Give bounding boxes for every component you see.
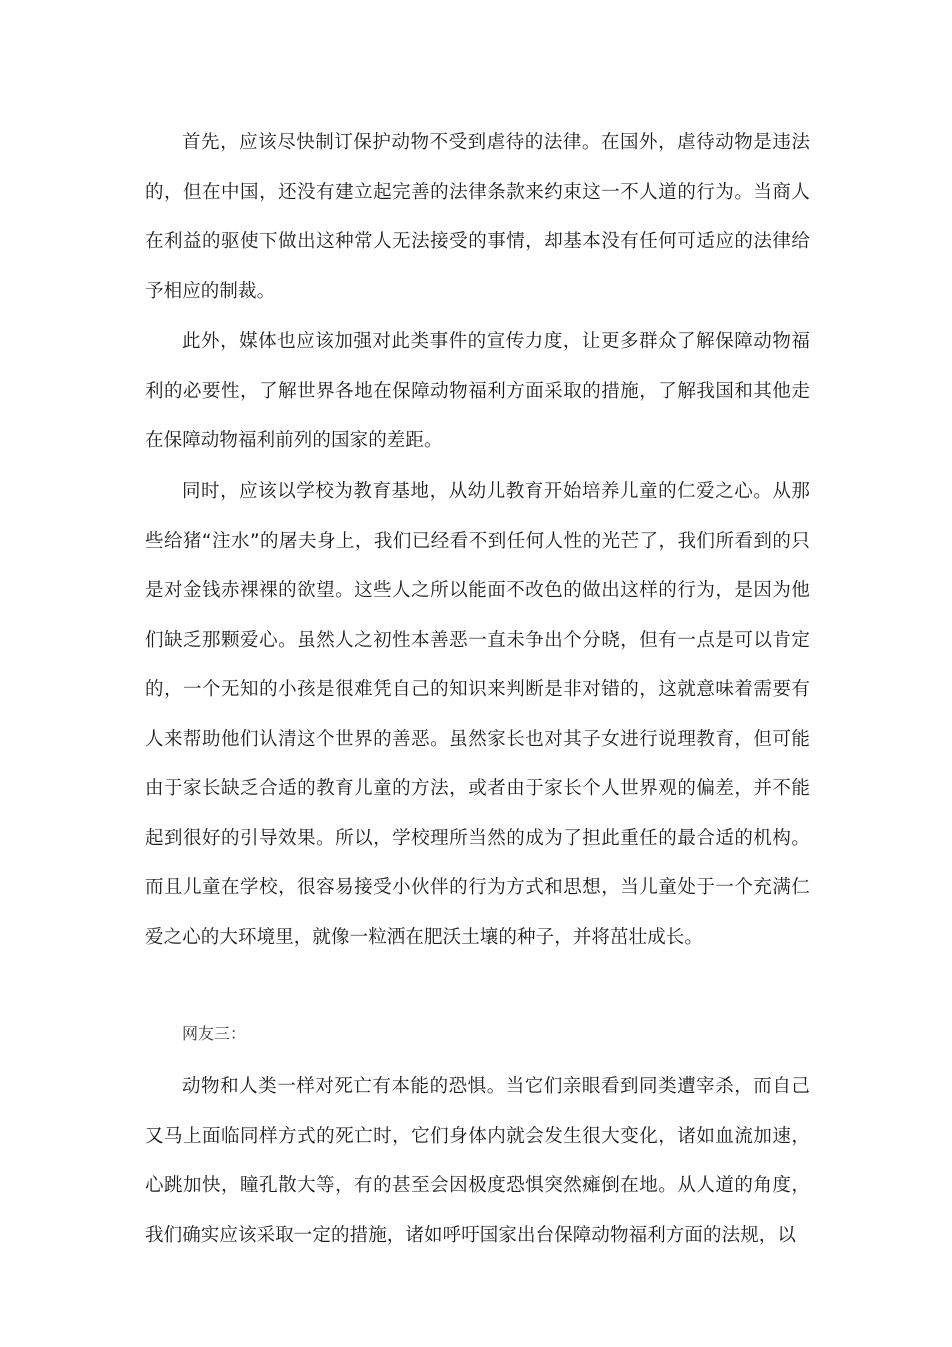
paragraph-education: 同时，应该以学校为教育基地，从幼儿教育开始培养儿童的仁爱之心。从那些给猪“注水”的屠夫身上，我们已经看不到任何人性的光芒了，我们所看到的只是对金钱赤裸裸的欲望。这些人之所以能面不改色的做出这样的行为，是因为他们缺乏那颗爱心。虽然人之初性本善恶一直未争出个分晓，但有一点是可以肯定的，一个无知的小孩是很难凭自己的知识来判断是非对错的，这就意味着需要有人来帮助他们认清这个世界的善恶。虽然家长也对其子女进行说理教育，但可能由于家长缺乏合适的教育儿童的方法，或者由于家长个人世界观的偏差，并不能起到很好的引导效果。所以，学校理所当然的成为了担此重任的最合适的机构。而且儿童在学校，很容易接受小伙伴的行为方式和思想，当儿童处于一个充满仁爱之心的大环境里，就像一粒洒在肥沃土壤的种子，并将茁壮成长。 — [145, 481, 810, 948]
section-heading: 网友三： — [182, 1024, 247, 1043]
paragraph-media: 此外，媒体也应该加强对此类事件的宣传力度，让更多群众了解保障动物福利的必要性，了解世界各地在保障动物福利方面采取的措施，了解我国和其他走在保障动物福利前列的国家的差距。 — [145, 331, 810, 451]
paragraph-legislation: 首先，应该尽快制订保护动物不受到虐待的法律。在国外，虐待动物是违法的，但在中国，还没有建立起完善的法律条款来约束这一不人道的行为。当商人在利益的驱使下做出这种常人无法接受的事情，却基本没有任何可适应的法律给予相应的制裁。 — [145, 132, 810, 302]
paragraph-fear-of-death: 动物和人类一样对死亡有本能的恐惧。当它们亲眼看到同类遭宰杀，而自己又马上面临同样方式的死亡时，它们身体内就会发生很大变化，诸如血流加速，心跳加快，瞳孔散大等，有的甚至会因极度恐惧突然瘫倒在地。从人道的角度，我们确实应该采取一定的措施，诸如呼吁国家出台保障动物福利方面的法规，以 — [145, 1076, 810, 1246]
